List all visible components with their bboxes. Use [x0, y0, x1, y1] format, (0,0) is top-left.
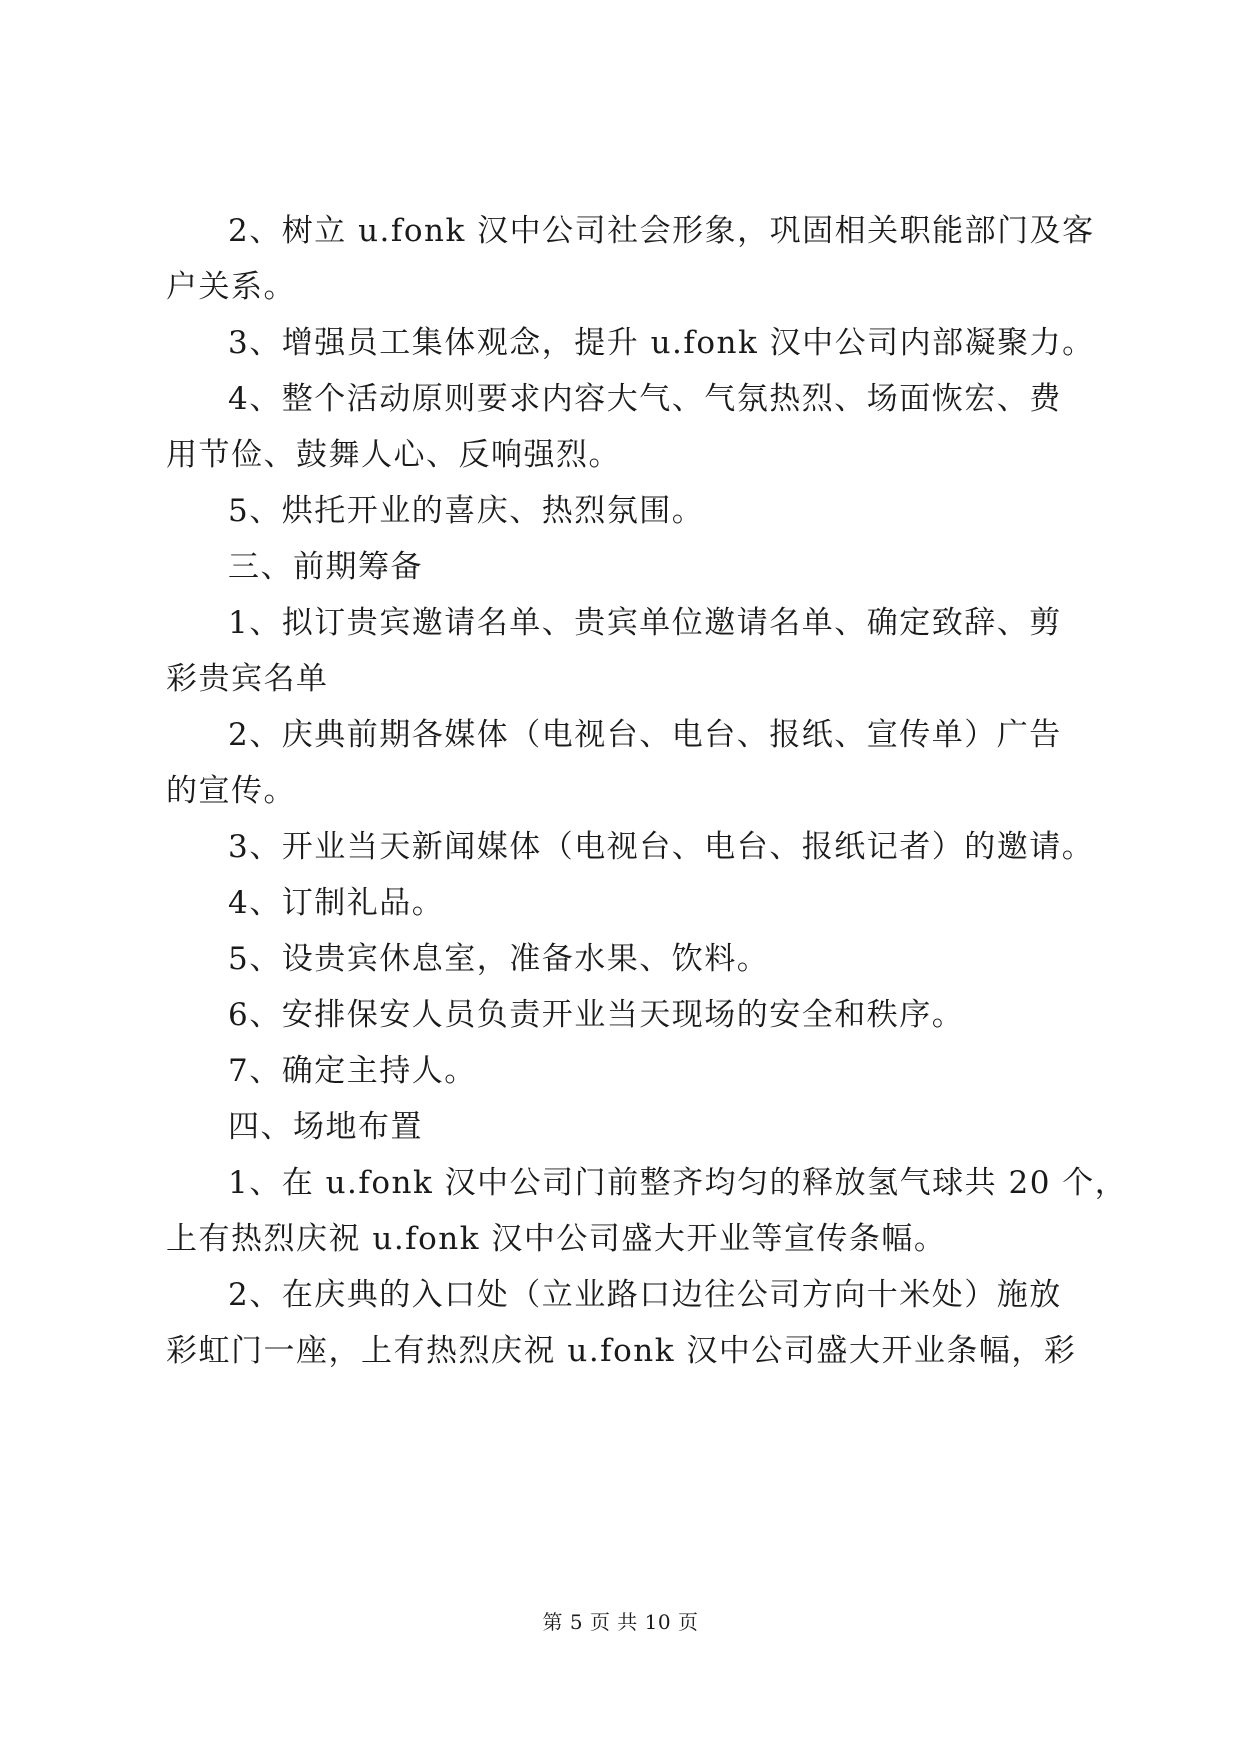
paragraph-line: 彩虹门一座，上有热烈庆祝 u.fonk 汉中公司盛大开业条幅，彩	[166, 1333, 1077, 1369]
paragraph-line: 5、烘托开业的喜庆、热烈氛围。	[228, 493, 705, 529]
paragraph-line: 的宣传。	[166, 773, 296, 809]
paragraph-line: 2、在庆典的入口处（立业路口边往公司方向十米处）施放	[228, 1277, 1062, 1313]
paragraph-line: 6、安排保安人员负责开业当天现场的安全和秩序。	[228, 997, 965, 1033]
paragraph-line: 彩贵宾名单	[166, 661, 329, 697]
section-heading: 三、前期筹备	[228, 549, 423, 585]
page-footer: 第 5 页 共 10 页	[542, 1610, 699, 1634]
paragraph-line: 用节俭、鼓舞人心、反响强烈。	[166, 437, 621, 473]
paragraph-line: 2、树立 u.fonk 汉中公司社会形象，巩固相关职能部门及客	[228, 213, 1095, 249]
paragraph-line: 5、设贵宾休息室，准备水果、饮料。	[228, 941, 770, 977]
paragraph-line: 上有热烈庆祝 u.fonk 汉中公司盛大开业等宣传条幅。	[166, 1221, 947, 1257]
paragraph-line: 1、在 u.fonk 汉中公司门前整齐均匀的释放氢气球共 20 个，	[228, 1165, 1128, 1201]
section-heading: 四、场地布置	[228, 1109, 423, 1145]
paragraph-line: 3、开业当天新闻媒体（电视台、电台、报纸记者）的邀请。	[228, 829, 1095, 865]
paragraph-line: 7、确定主持人。	[228, 1053, 477, 1089]
paragraph-line: 户关系。	[166, 269, 296, 305]
paragraph-line: 1、拟订贵宾邀请名单、贵宾单位邀请名单、确定致辞、剪	[228, 605, 1062, 641]
paragraph-line: 4、整个活动原则要求内容大气、气氛热烈、场面恢宏、费	[228, 381, 1062, 417]
paragraph-line: 4、订制礼品。	[228, 885, 445, 921]
paragraph-line: 2、庆典前期各媒体（电视台、电台、报纸、宣传单）广告	[228, 717, 1062, 753]
paragraph-line: 3、增强员工集体观念，提升 u.fonk 汉中公司内部凝聚力。	[228, 325, 1095, 361]
